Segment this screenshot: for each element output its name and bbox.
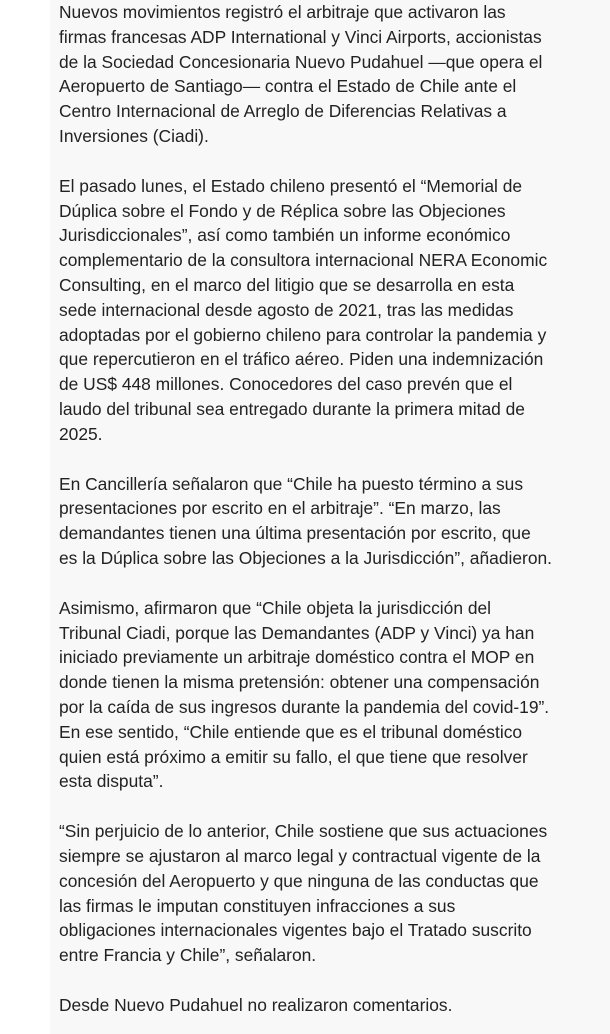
article-paragraph-3: En Cancillería señalaron que “Chile ha puesto término a sus presentaciones por escrito en el arbitraje”. “En marzo, las demandantes tienen una última presentación por escrito, que es la Dúplica sobre las Objeciones a la Jurisdicción”, añadieron. (59, 473, 552, 568)
article-paragraph-5: “Sin perjuicio de lo anterior, Chile sostiene que sus actuaciones siempre se ajustaron al marco legal y contractual vigente de la concesión del Aeropuerto y que ninguna de las conductas que las firmas le imputan constituyen infracciones a sus obligaciones internacionales vigentes bajo el Tratado suscrito entre Francia y Chile”, señalaron. (59, 821, 548, 966)
article-body (59, 0, 607, 1034)
article-paragraph-2: El pasado lunes, el Estado chileno presentó el “Memorial de Dúplica sobre el Fondo y de Réplica sobre las Objeciones Jurisdiccionales”, así como también un informe económico complementario de la consultora internacional NERA Economic Consulting, en el marco del litigio que se desarrolla en esta sede internacional desde agosto de 2021, tras las medidas adoptadas por el gobierno chileno para controlar la pandemia y que repercutieron en el tráfico aéreo. Piden una indemnización de US$ 448 millones. Conocedores del caso prevén que el laudo del tribunal sea entregado durante la primera mitad de 2025. (59, 175, 548, 444)
article-paragraph-4: Asimismo, afirmaron que “Chile objeta la jurisdicción del Tribunal Ciadi, porque las Demandantes (ADP y Vinci) ya han iniciado previamente un arbitraje doméstico contra el MOP en donde tienen la misma pretensión: obtener una compensación por la caída de sus ingresos durante la pandemia del covid-19”. En ese sentido, “Chile entiende que es el tribunal doméstico quien está próximo a emitir su fallo, el que tiene que resolver esta disputa”. (59, 597, 550, 792)
article-paragraph-6: Desde Nuevo Pudahuel no realizaron comentarios. (59, 994, 453, 1015)
article-paragraph-1: Nuevos movimientos registró el arbitraje que activaron las firmas francesas ADP International y Vinci Airports, accionistas de la Sociedad Concesionaria Nuevo Pudahuel —que opera el Aeropuerto de Santiago— contra el Estado de Chile ante el Centro Internacional de Arreglo de Diferencias Relativas a Inversiones (Ciadi). (59, 2, 543, 146)
